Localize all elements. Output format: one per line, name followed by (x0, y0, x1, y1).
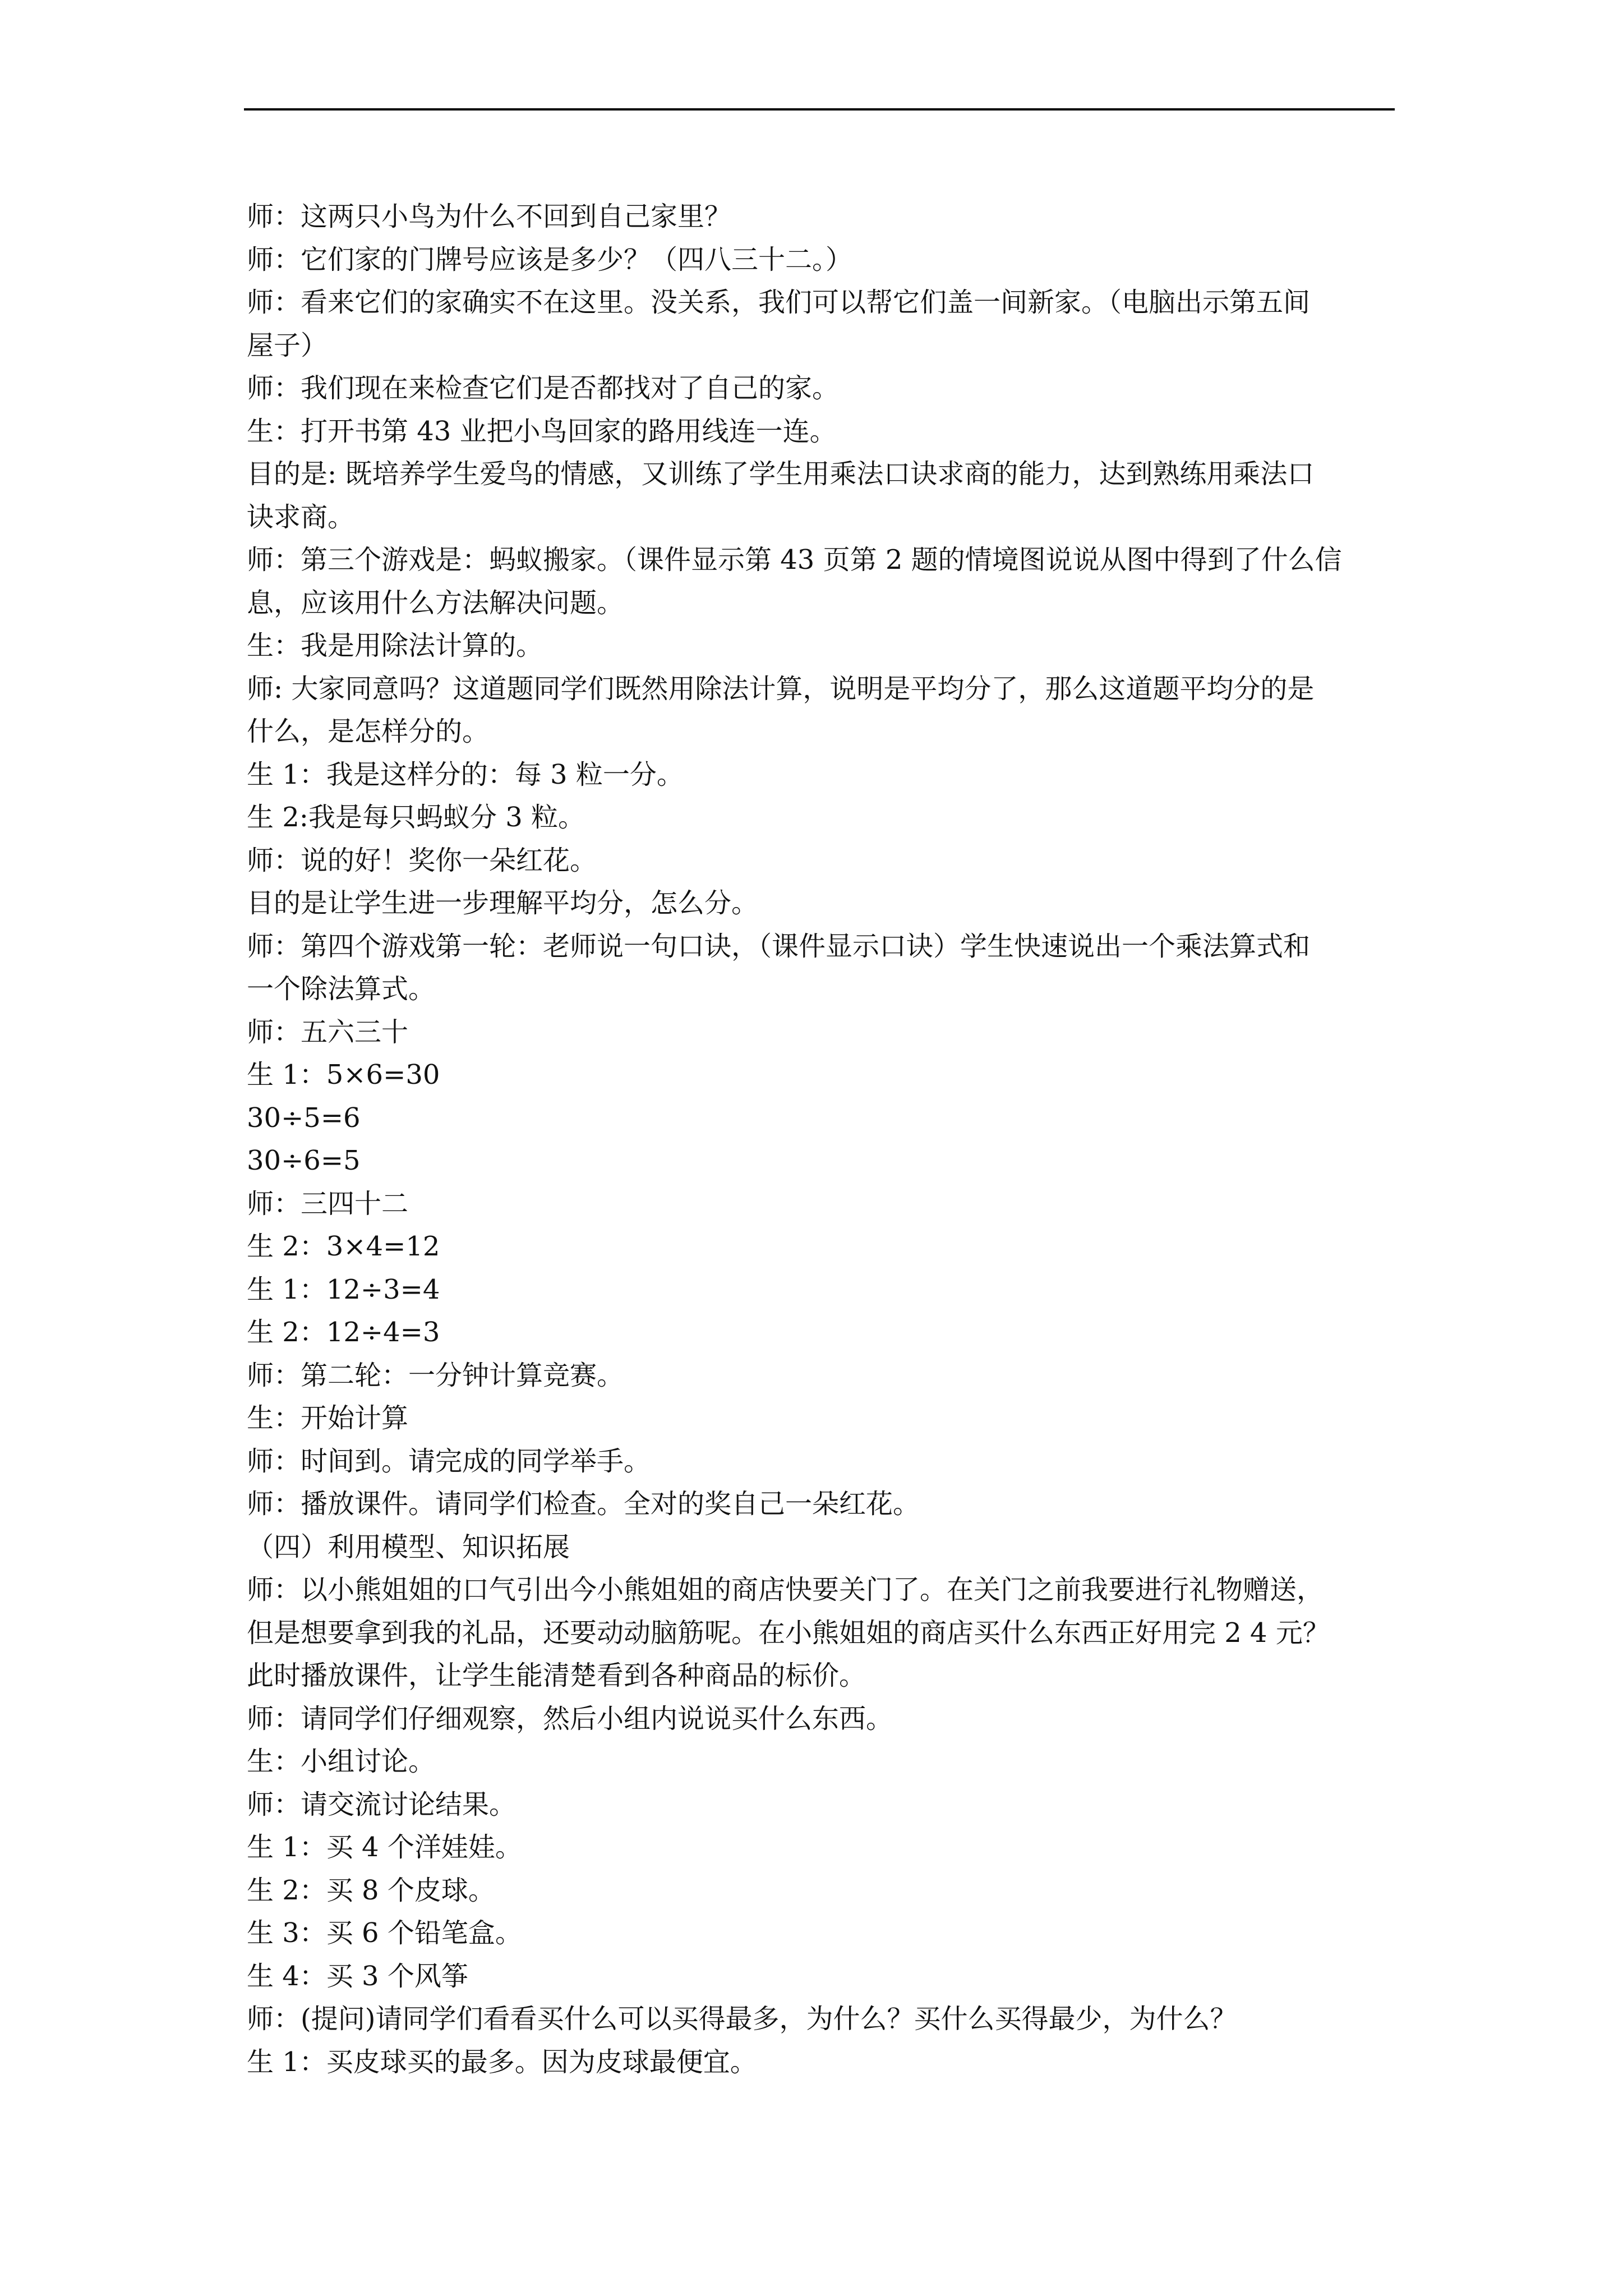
text-line: 生 2：12÷4=3 (247, 1317, 440, 1348)
text-line: 生 1：买 4 个洋娃娃。 (247, 1832, 522, 1863)
text-line: 师：我们现在来检查它们是否都找对了自己的家。 (247, 372, 840, 404)
text-line: 诀求商。 (247, 501, 355, 533)
text-line: 但是想要拿到我的礼品，还要动动脑筋呢。在小熊姐姐的商店买什么东西正好用完 2 4 元？ (247, 1617, 1330, 1649)
text-line: 师：以小熊姐姐的口气引出今小熊姐姐的商店快要关门了。在关门之前我要进行礼物赠送， (247, 1574, 1324, 1605)
text-line: 30÷6=5 (247, 1145, 361, 1176)
text-line: 目的是让学生进一步理解平均分，怎么分。 (247, 887, 759, 919)
text-line: 什么，是怎样分的。 (247, 716, 490, 747)
text-line: 师：第四个游戏第一轮：老师说一句口诀，（课件显示口诀）学生快速说出一个乘法算式和 (247, 930, 1311, 962)
text-line: 生 2:我是每只蚂蚁分 3 粒。 (247, 802, 585, 833)
text-line: 30÷5=6 (247, 1102, 361, 1134)
text-line: 目的是: 既培养学生爱鸟的情感，又训练了学生用乘法口诀求商的能力，达到熟练用乘法口 (247, 458, 1315, 490)
text-line: 生 1：12÷3=4 (247, 1273, 440, 1305)
text-line: 师：播放课件。请同学们检查。全对的奖自己一朵红花。 (247, 1488, 920, 1520)
text-line: 生 1：买皮球买的最多。因为皮球最便宜。 (247, 2046, 757, 2078)
text-line: 生 4：买 3 个风筝 (247, 1960, 468, 1992)
text-line: 生 2：3×4=12 (247, 1231, 440, 1262)
section-heading: （四）利用模型、知识拓展 (247, 1531, 570, 1563)
header-rule (244, 108, 1395, 111)
text-line: 生：小组讨论。 (247, 1746, 436, 1777)
text-line: 生 3：买 6 个铅笔盒。 (247, 1917, 522, 1949)
text-line: 师：五六三十 (247, 1016, 409, 1048)
text-line: 师：第二轮：一分钟计算竞赛。 (247, 1359, 624, 1391)
text-line: 此时播放课件，让学生能清楚看到各种商品的标价。 (247, 1660, 866, 1691)
text-line: 生 1：5×6=30 (247, 1059, 440, 1091)
text-line: 师：请交流讨论结果。 (247, 1788, 517, 1820)
text-line: 师：这两只小鸟为什么不回到自己家里？ (247, 201, 732, 232)
text-line: 师：它们家的门牌号应该是多少？（四八三十二。） (247, 243, 853, 275)
text-line: 师：请同学们仔细观察，然后小组内说说买什么东西。 (247, 1703, 893, 1734)
text-line: 一个除法算式。 (247, 973, 436, 1005)
text-line: 师：说的好！奖你一朵红花。 (247, 844, 597, 876)
text-line: 师：看来它们的家确实不在这里。没关系，我们可以帮它们盖一间新家。（电脑出示第五间 (247, 287, 1311, 318)
text-line: 师: 大家同意吗？这道题同学们既然用除法计算，说明是平均分了，那么这道题平均分的是 (247, 673, 1315, 705)
text-line: 生：开始计算 (247, 1402, 409, 1434)
text-line: 生 1：我是这样分的：每 3 粒一分。 (247, 758, 684, 790)
text-line: 生：打开书第 43 业把小鸟回家的路用线连一连。 (247, 415, 837, 447)
text-line: 师：第三个游戏是：蚂蚁搬家。（课件显示第 43 页第 2 题的情境图说说从图中得到了什么信 (247, 544, 1342, 576)
text-line: 生：我是用除法计算的。 (247, 630, 543, 661)
text-line: 师：时间到。请完成的同学举手。 (247, 1445, 651, 1477)
text-line: 息，应该用什么方法解决问题。 (247, 587, 624, 619)
text-line: 生 2：买 8 个皮球。 (247, 1874, 495, 1906)
text-line: 师：(提问)请同学们看看买什么可以买得最多，为什么？买什么买得最少，为什么？ (247, 2003, 1237, 2035)
text-line: 师：三四十二 (247, 1188, 409, 1220)
text-line: 屋子） (247, 329, 328, 361)
document-body (247, 195, 1396, 2083)
